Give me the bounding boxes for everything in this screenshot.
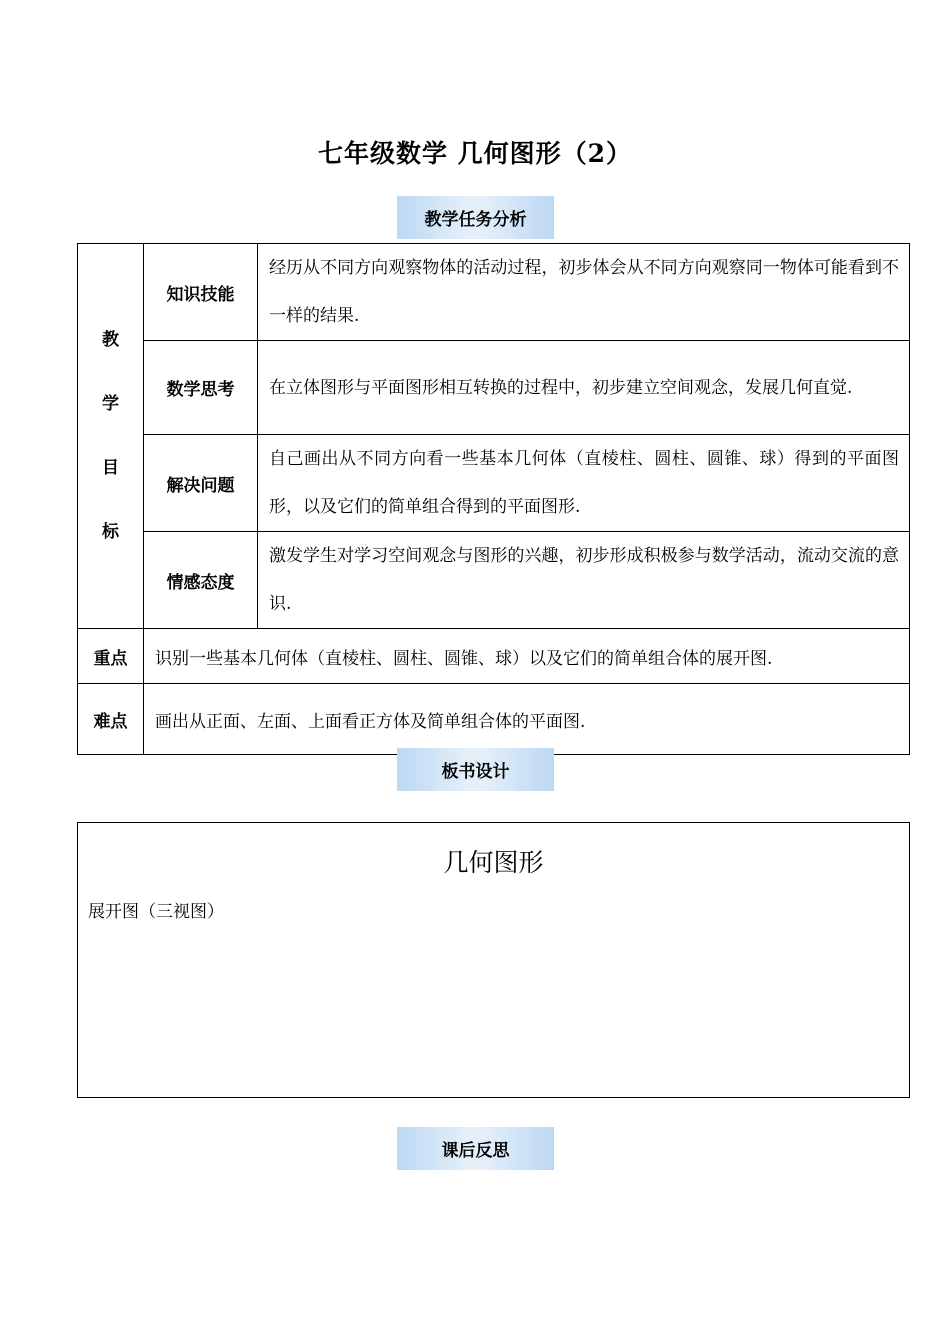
page-title: 七年级数学 几何图形（2） — [317, 139, 633, 168]
objectives-side-label — [78, 244, 144, 629]
objective-row — [78, 244, 910, 341]
section-label-analysis: 教学任务分析 — [397, 196, 554, 239]
objective-category: 知识技能 — [144, 244, 258, 341]
objective-content: 自己画出从不同方向看一些基本几何体（直棱柱、圆柱、圆锥、球）得到的平面图形，以及它们的简单组合得到的平面图形. — [258, 435, 910, 532]
section-label-reflection: 课后反思 — [397, 1127, 554, 1170]
side-char: 学 — [102, 394, 119, 414]
difficulty-label: 难点 — [78, 684, 144, 755]
analysis-table — [77, 243, 910, 755]
objective-category: 数学思考 — [144, 341, 258, 435]
key-point-label: 重点 — [78, 629, 144, 684]
key-point-content: 识别一些基本几何体（直棱柱、圆柱、圆锥、球）以及它们的简单组合体的展开图. — [144, 629, 910, 684]
objective-row — [78, 532, 910, 629]
objective-row — [78, 341, 910, 435]
objective-content: 经历从不同方向观察物体的活动过程，初步体会从不同方向观察同一物体可能看到不一样的结果. — [258, 244, 910, 341]
objective-content: 在立体图形与平面图形相互转换的过程中，初步建立空间观念，发展几何直觉. — [258, 341, 910, 435]
difficulty-row — [78, 684, 910, 755]
objective-content: 激发学生对学习空间观念与图形的兴趣，初步形成积极参与数学活动，流动交流的意识. — [258, 532, 910, 629]
key-point-row — [78, 629, 910, 684]
board-design-box — [77, 822, 910, 1098]
difficulty-content: 画出从正面、左面、上面看正方体及简单组合体的平面图. — [144, 684, 910, 755]
objective-row — [78, 435, 910, 532]
board-title: 几何图形 — [443, 848, 544, 877]
side-char: 目 — [102, 458, 119, 478]
section-label-board: 板书设计 — [397, 748, 554, 791]
objective-category: 解决问题 — [144, 435, 258, 532]
objective-category: 情感态度 — [144, 532, 258, 629]
board-line: 展开图（三视图） — [88, 902, 224, 922]
side-char: 标 — [102, 522, 119, 542]
side-char: 教 — [102, 330, 119, 350]
